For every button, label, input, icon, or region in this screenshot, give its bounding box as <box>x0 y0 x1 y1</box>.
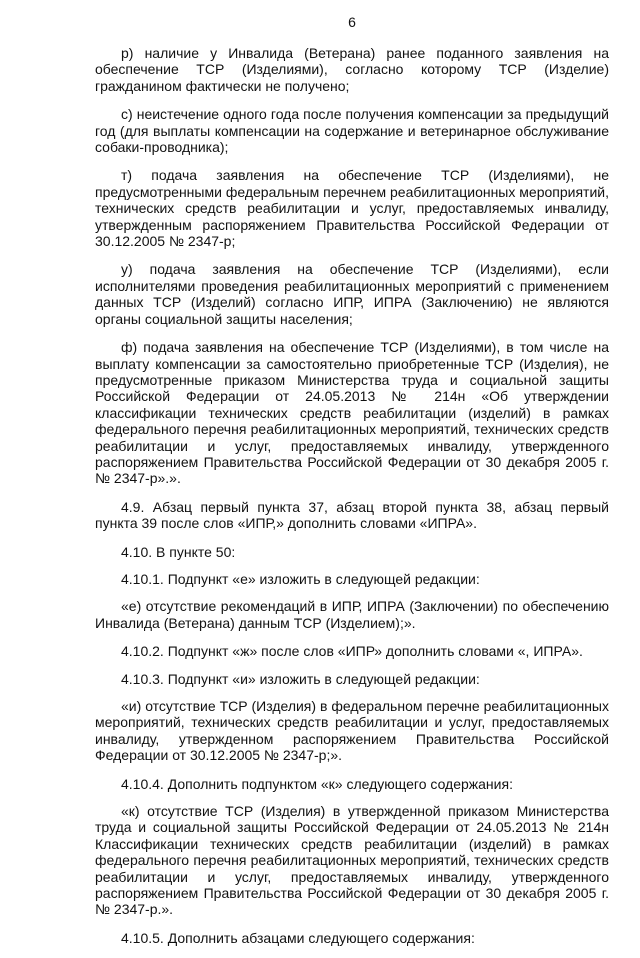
paragraph-4-10-4: 4.10.4. Дополнить подпунктом «к» следующего содержания: <box>121 775 513 792</box>
paragraph-quote-i: «и) отсутствие ТСР (Изделия) в федеральном перечне реабилитационных мероприятий, технических средств реабилитации и услуг, предоставляемых инвалиду, утвержденном распоряжением Правительства Российской Федерации от 30.12.2005 № 2347-р;». <box>95 698 609 764</box>
paragraph-4-10-5: 4.10.5. Дополнить абзацами следующего содержания: <box>121 929 475 946</box>
paragraph-4-9: 4.9. Абзац первый пункта 37, абзац второй пункта 38, абзац первый пункта 39 после слов «ИПР,» дополнить словами «ИПРА». <box>95 498 609 532</box>
paragraph-item-r: р) наличие у Инвалида (Ветерана) ранее поданного заявления на обеспечение ТСР (Изделиями), согласно которому ТСР (Изделие) гражданином фактически не получено; <box>95 45 609 94</box>
paragraph-quote-e: «е) отсутствие рекомендаций в ИПР, ИПРА (Заключении) по обеспечению Инвалида (Ветерана) данным ТСР (Изделием);». <box>95 598 609 631</box>
document-body <box>95 45 609 958</box>
paragraph-item-s: с) неистечение одного года после получения компенсации за предыдущий год (для выплаты компенсации на содержание и ветеринарное обслуживание собаки-проводника); <box>95 106 609 156</box>
paragraph-quote-k: «к) отсутствие ТСР (Изделия) в утвержденной приказом Министерства труда и социальной защиты Российской Федерации от 24.05.2013 № 214н Классификации технических средств реабилитации (изделий) в рамках федерального перечня реабилитационных мероприятий, технических средств реабилитации и услуг, предоставляемых инвалиду, утвержденного распоряжением Правительства Российской Федерации от 30 декабря 2005 г. № 2347-р.». <box>95 803 609 918</box>
page-number: 6 <box>348 14 356 30</box>
paragraph-4-10-1: 4.10.1. Подпункт «е» изложить в следующей редакции: <box>121 570 480 587</box>
paragraph-item-u: у) подача заявления на обеспечение ТСР (Изделиями), если исполнителями проведения реабилитационных мероприятий с применением данных ТСР (Изделий) согласно ИПР, ИПРА (Заключению) не являются органы социальной защиты населения; <box>95 261 609 327</box>
paragraph-4-10-3: 4.10.3. Подпункт «и» изложить в следующей редакции: <box>121 670 480 687</box>
paragraph-4-10-2: 4.10.2. Подпункт «ж» после слов «ИПР» дополнить словами «, ИПРА». <box>121 643 583 660</box>
paragraph-item-t: т) подача заявления на обеспечение ТСР (Изделиями), не предусмотренными федеральным перечнем реабилитационных мероприятий, технических средств реабилитации и услуг, предоставляемых инвалиду, утвержденным распоряжением Правительства Российской Федерации от 30.12.2005 № 2347-р; <box>95 167 609 250</box>
paragraph-item-f: ф) подача заявления на обеспечение ТСР (Изделиями), в том числе на выплату компенсации за самостоятельно приобретенные ТСР (Изделия), не предусмотренные приказом Министерства труда и социальной защиты Российской Федерации от 24.05.2013 № 214н «Об утверждении классификации технических средств реабилитации (изделий) в рамках федерального перечня реабилитационных мероприятий, технических средств реабилитации и услуг, предоставляемых инвалиду, утвержденного распоряжением Правительства Российской Федерации от 30 декабря 2005 г. № 2347-р».». <box>95 339 609 487</box>
paragraph-4-10: 4.10. В пункте 50: <box>121 543 236 560</box>
